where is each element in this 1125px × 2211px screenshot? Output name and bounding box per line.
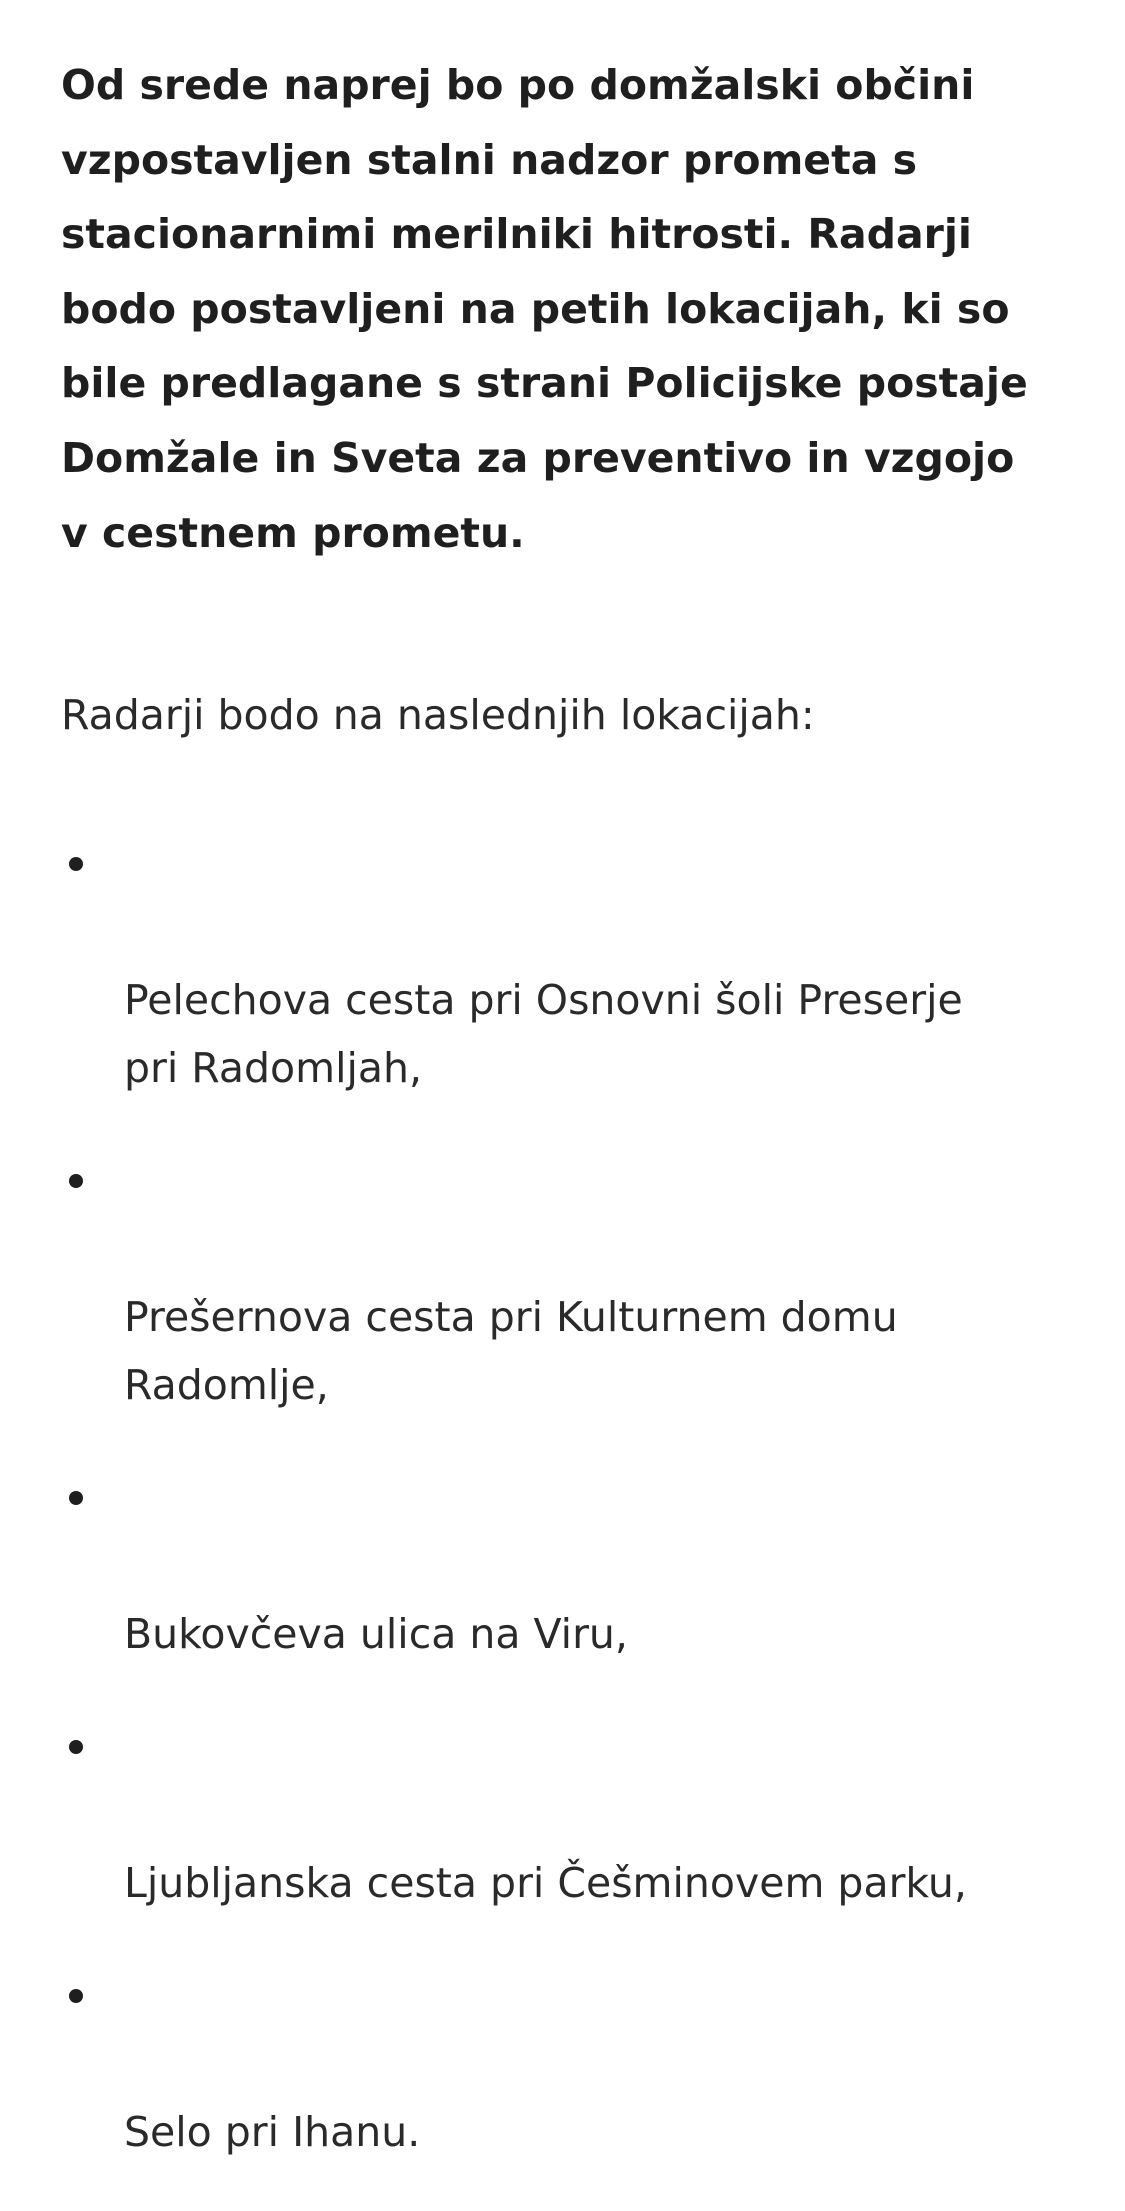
list-item	[61, 1713, 1071, 1917]
list-item	[61, 830, 1071, 1102]
location-text: Bukovčeva ulica na Viru,	[124, 1610, 628, 1658]
locations-intro: Radarji bodo na naslednjih lokacijah:	[61, 691, 815, 739]
bullet-dot-icon	[69, 857, 83, 871]
list-item	[61, 1962, 1071, 2166]
location-text: Pelechova cesta pri Osnovni šoli Preserje pri Radomljah,	[124, 976, 963, 1092]
list-item	[61, 1147, 1071, 1419]
bullet-dot-icon	[69, 1989, 83, 2003]
locations-list	[61, 830, 1071, 2211]
article-body	[61, 48, 1071, 570]
bullet-dot-icon	[69, 1740, 83, 1754]
bullet-dot-icon	[69, 1491, 83, 1505]
location-text: Prešernova cesta pri Kulturnem domu Radomlje,	[124, 1293, 898, 1409]
location-text: Selo pri Ihanu.	[124, 2108, 421, 2156]
bullet-dot-icon	[69, 1174, 83, 1188]
article-lead-paragraph: Od srede naprej bo po domžalski občini vzpostavljen stalni nadzor prometa s stacionarnimi merilniki hitrosti. Radarji bodo postavljeni na petih lokacijah, ki so bile predlagane s strani Policijske postaje Domžale in Sveta za preventivo in vzgojo v cestnem prometu.	[61, 61, 1028, 557]
location-text: Ljubljanska cesta pri Češminovem parku,	[124, 1859, 967, 1907]
list-item	[61, 1464, 1071, 1668]
